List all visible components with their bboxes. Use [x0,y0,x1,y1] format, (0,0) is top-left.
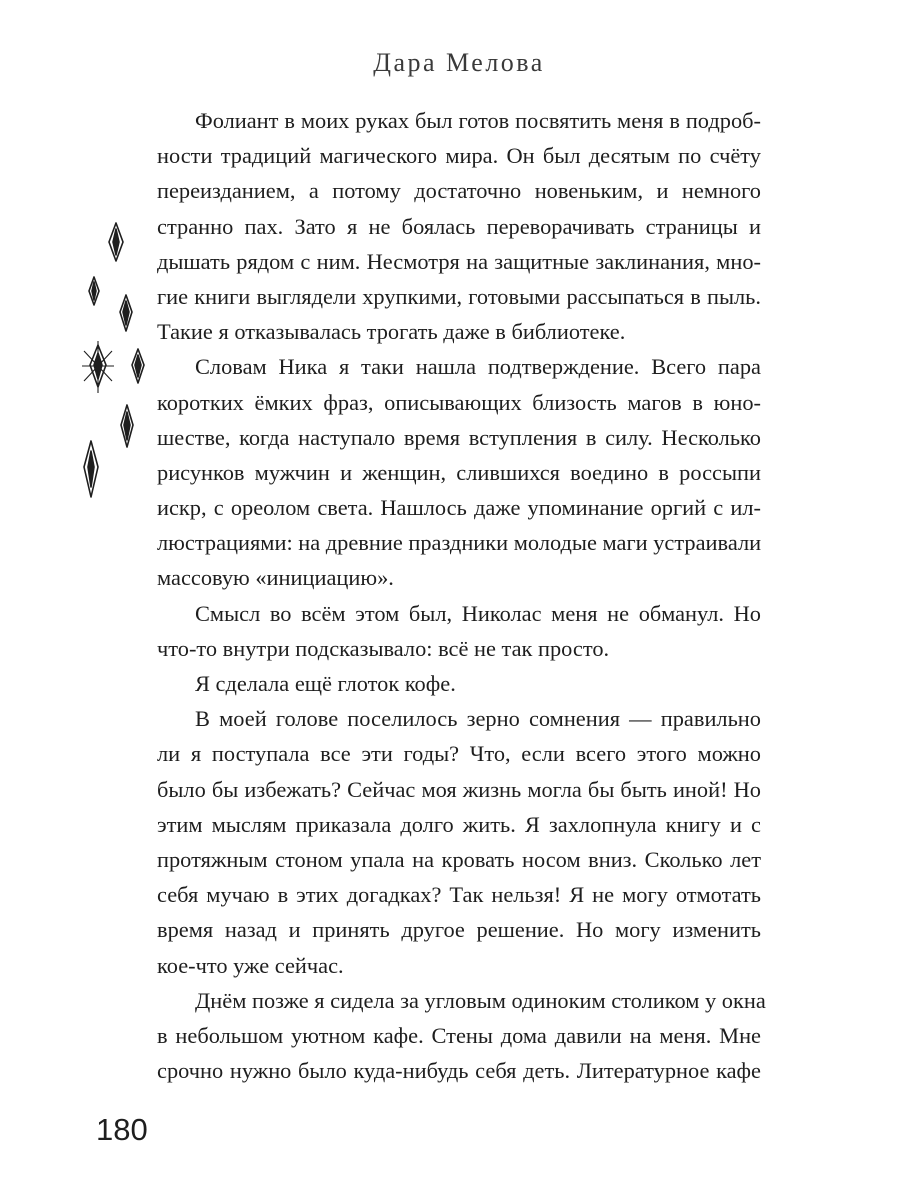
text-line: рисунков мужчин и женщин, слившихся воедино в россыпи [157,459,761,485]
sparkles-icon [78,215,154,505]
text-line: искр, с ореолом света. Нашлось даже упоминание оргий с ил- [157,495,761,521]
text-line: этим мыслям приказала долго жить. Я захлопнула книгу и с [157,811,761,837]
page-number: 180 [96,1112,148,1147]
text-line: Такие я отказывалась трогать даже в библиотеке. [157,319,626,345]
text-line: странно пах. Зато я не боялась переворачивать страницы и [157,213,761,239]
text-line: люстрациями: на древние праздники молодые маги устраивали [157,530,762,556]
text-line: шестве, когда наступало время вступления в силу. Несколько [157,424,761,450]
text-line: Фолиант в моих руках был готов посвятить меня в подроб- [195,108,761,133]
text-line: коротких ёмких фраз, описывающих близость магов в юно- [157,389,761,415]
text-line: гие книги выглядели хрупкими, готовыми рассыпаться в пыль. [157,283,761,309]
text-line: в небольшом уютном кафе. Стены дома давили на меня. Мне [157,1022,761,1048]
text-line: себя мучаю в этих догадках? Так нельзя! Я не могу отмотать [157,882,761,908]
text-line: Словам Ника я таки нашла подтверждение. Всего пара [195,354,761,380]
text-line: массовую «инициацию». [157,565,394,591]
text-line: Я сделала ещё глоток кофе. [195,671,456,696]
text-line: было бы избежать? Сейчас моя жизнь могла бы быть иной! Но [157,776,761,802]
text-line: переизданием, а потому достаточно новеньким, и немного [157,178,761,204]
running-head-author: Дара Мелова [373,48,545,77]
body-text [157,103,766,1088]
text-line: время назад и принять другое решение. Но могу изменить [157,917,761,943]
text-line: В моей голове поселилось зерно сомнения — правильно [195,706,761,732]
text-line: кое-что уже сейчас. [157,952,344,978]
paragraph-4 [157,666,761,701]
text-line: Днём позже я сидела за угловым одиноким столиком у окна [195,987,766,1013]
paragraph-1 [157,103,761,349]
paragraph-5 [157,701,761,983]
text-line: что-то внутри подсказывало: всё не так просто. [157,635,610,661]
text-line: Смысл во всём этом был, Николас меня не обманул. Но [195,600,761,626]
text-line: ли я поступала все эти годы? Что, если всего этого можно [157,741,761,767]
text-line: срочно нужно было куда-нибудь себя деть. Литературное кафе [157,1058,761,1084]
text-line: протяжным стоном упала на кровать носом вниз. Сколько лет [157,846,761,872]
paragraph-2 [157,349,761,595]
text-line: дышать рядом с ним. Несмотря на защитные заклинания, мно- [157,248,761,274]
paragraph-6 [157,983,766,1089]
text-line: ности традиций магического мира. Он был десятым по счёту [157,143,761,169]
paragraph-3 [157,596,761,666]
